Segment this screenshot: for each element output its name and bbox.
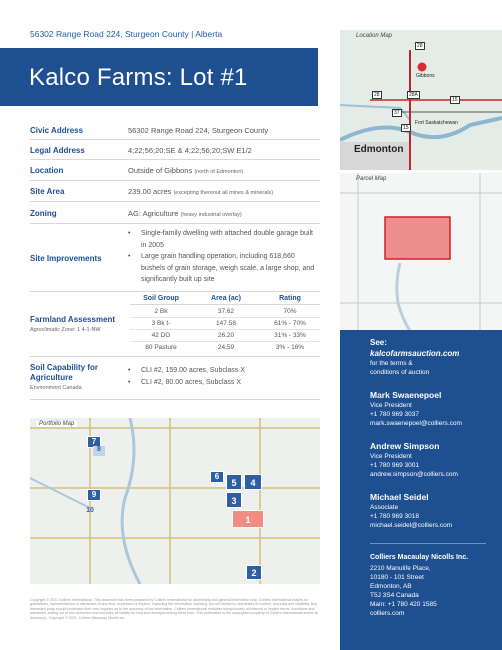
portfolio-map (30, 418, 320, 584)
table-cell: 2 Bk (154, 308, 168, 315)
list-item: • CLI #2, 80.00 acres, Subclass X (128, 377, 318, 389)
contact-email[interactable]: michael.seidel@colliers.com (370, 522, 453, 529)
highway-badge: 15 (403, 125, 409, 131)
contact-email[interactable]: andrew.simpson@colliers.com (370, 471, 458, 478)
lot-marker-current[interactable]: 1 (232, 510, 264, 528)
table-cell: 70% (283, 308, 297, 315)
farmland-assessment: Farmland Assessment Agroclimatic Zone: 1 4-1-NW Soil Group Area (ac) Rating 2 Bk 37.62 70% 3 Bk t- 147.58 61% - 70% 42 DG 26.20 31% - 33% 80 Pasture 24.59 3% - 16% (30, 292, 320, 357)
detail-row: Legal Address 4;22;56;20;SE & 4;22;56;20;SW E1/2 (30, 140, 320, 160)
legal-disclaimer: Copyright © 2021 Colliers International. This document has been prepared by Colliers International for advertising and general information only. Colliers International makes no guarantees, representations or warranties of any kind, expressed or implied, regarding the information including, but not limited to, warranties of content, accuracy and reliability. Any interested party should undertake their own inquiries as to the accuracy of the information. Colliers International excludes unequivocally all inferred or implied terms, conditions and warranties arising out of this document and excludes all liability for loss and damages arising there from. This publication is the copyrighted property of Colliers International and/or its licensor(s). Copyright © 2021. Colliers Macaulay Nicolls Inc. (30, 598, 319, 620)
list-item: • Large grain handling operation, including 618,660 bushels of grain storage, weigh scale, a large shop, and significantly built up site (128, 251, 318, 286)
table-cell: 37.62 (217, 308, 235, 315)
parcel-map-label: Parcel Map (356, 176, 387, 182)
table-cell: 80 Pasture (145, 344, 177, 351)
highway-badge: 15 (452, 97, 458, 103)
highway-badge: 37 (394, 110, 400, 116)
location-map-label: Location Map (356, 33, 393, 39)
parcel-map (340, 173, 502, 331)
column-header: Rating (279, 295, 301, 302)
company-name: Colliers Macaulay Nicolls Inc. (370, 554, 469, 561)
table-cell: 24.59 (217, 344, 235, 351)
lot-marker[interactable]: 7 (87, 436, 101, 448)
detail-row: Civic Address 56302 Range Road 224, Sturgeon County (30, 122, 320, 140)
location-pin-icon (418, 63, 427, 72)
lot-marker[interactable]: 5 (226, 474, 242, 490)
table-cell: 3 Bk t- (151, 320, 171, 327)
title-bar (0, 48, 318, 106)
list-item: • Single-family dwelling with attached double garage built in 2005 (128, 228, 318, 251)
lot-marker[interactable]: 8 (93, 446, 105, 456)
place-label: Fort Saskatchewan (415, 120, 458, 126)
contact-phone[interactable]: +1 780 969 3018 (370, 513, 419, 520)
detail-row: Site Area 239.00 acres (excepting thereout all mines & minerals) (30, 181, 320, 202)
page-title: Kalco Farms: Lot #1 (29, 64, 248, 91)
detail-row: Zoning AG: Agriculture (heavy industrial overlay) (30, 202, 320, 224)
portfolio-map-label: Portfolio Map (36, 421, 77, 427)
portfolio-map-graphic (30, 418, 320, 584)
place-label: Gibbons (416, 73, 435, 79)
lot-marker[interactable]: 3 (226, 492, 242, 508)
highway-badge: 28 (417, 43, 423, 49)
detail-row: Location Outside of Gibbons (north of Edmonton) (30, 160, 320, 181)
address-line: 56302 Range Road 224, Sturgeon County | Alberta (30, 29, 223, 39)
contact-phone[interactable]: +1 780 969 3037 (370, 411, 419, 418)
table-cell: 31% - 33% (274, 332, 306, 339)
parcel-outline (385, 217, 450, 259)
contact-phone[interactable]: +1 780 969 3001 (370, 462, 419, 469)
lot-marker[interactable]: 2 (246, 565, 262, 580)
table-cell: 26.20 (217, 332, 235, 339)
highway-badge: 28A (409, 92, 418, 98)
parcel-map-graphic (340, 173, 502, 331)
place-label: Edmonton (354, 144, 404, 155)
contact-name: Michael Seidel (370, 492, 429, 502)
list-item: • CLI #2, 159.00 acres, Subclass X (128, 365, 318, 377)
lot-marker[interactable]: 10 (86, 507, 94, 514)
contact-name: Andrew Simpson (370, 441, 440, 451)
table-cell: 61% - 70% (274, 320, 306, 327)
table-cell: 42 DG (151, 332, 171, 339)
table-cell: 147.58 (216, 320, 236, 327)
contact-sidebar: See: kalcofarmsauction.com for the terms & conditions of auction Mark Swaenepoel Vice President +1 780 969 3037 mark.swaenepoel@colliers.com Andrew Simpson Vice President +1 780 969 3001 andrew.simpson@colliers.com Michael Seidel Associate +1 780 969 3018 michael.seidel@colliers.com Colliers Macaulay Nicolls Inc. 2210 Manulife Place, 10180 - 101 Street Edmonton, AB T5J 3S4 Canada Main: +1 780 420 1585 colliers.com (340, 330, 502, 650)
table-cell: 3% - 16% (275, 344, 305, 351)
soil-capability: Soil Capability for Agriculture Environment Canada • CLI #2, 159.00 acres, Subclass X • CLI #2, 80.00 acres, Subclass X (30, 357, 320, 400)
column-header: Soil Group (143, 295, 179, 302)
contact-email[interactable]: mark.swaenepoel@colliers.com (370, 420, 462, 427)
company-website[interactable]: colliers.com (370, 610, 405, 617)
lot-marker[interactable]: 6 (210, 471, 224, 483)
column-header: Area (ac) (211, 295, 241, 302)
contact-name: Mark Swaenepoel (370, 390, 442, 400)
detail-row: Site Improvements • Single-family dwelling with attached double garage built in 2005 • Large grain handling operation, including 618,660 bushels of grain storage, weigh scale, a large shop, and significantly built up site (30, 224, 320, 292)
lot-marker[interactable]: 4 (244, 474, 262, 490)
lot-marker[interactable]: 9 (87, 489, 101, 501)
highway-badge: 28 (374, 92, 380, 98)
location-map (340, 30, 502, 170)
auction-link[interactable]: kalcofarmsauction.com (370, 349, 460, 358)
